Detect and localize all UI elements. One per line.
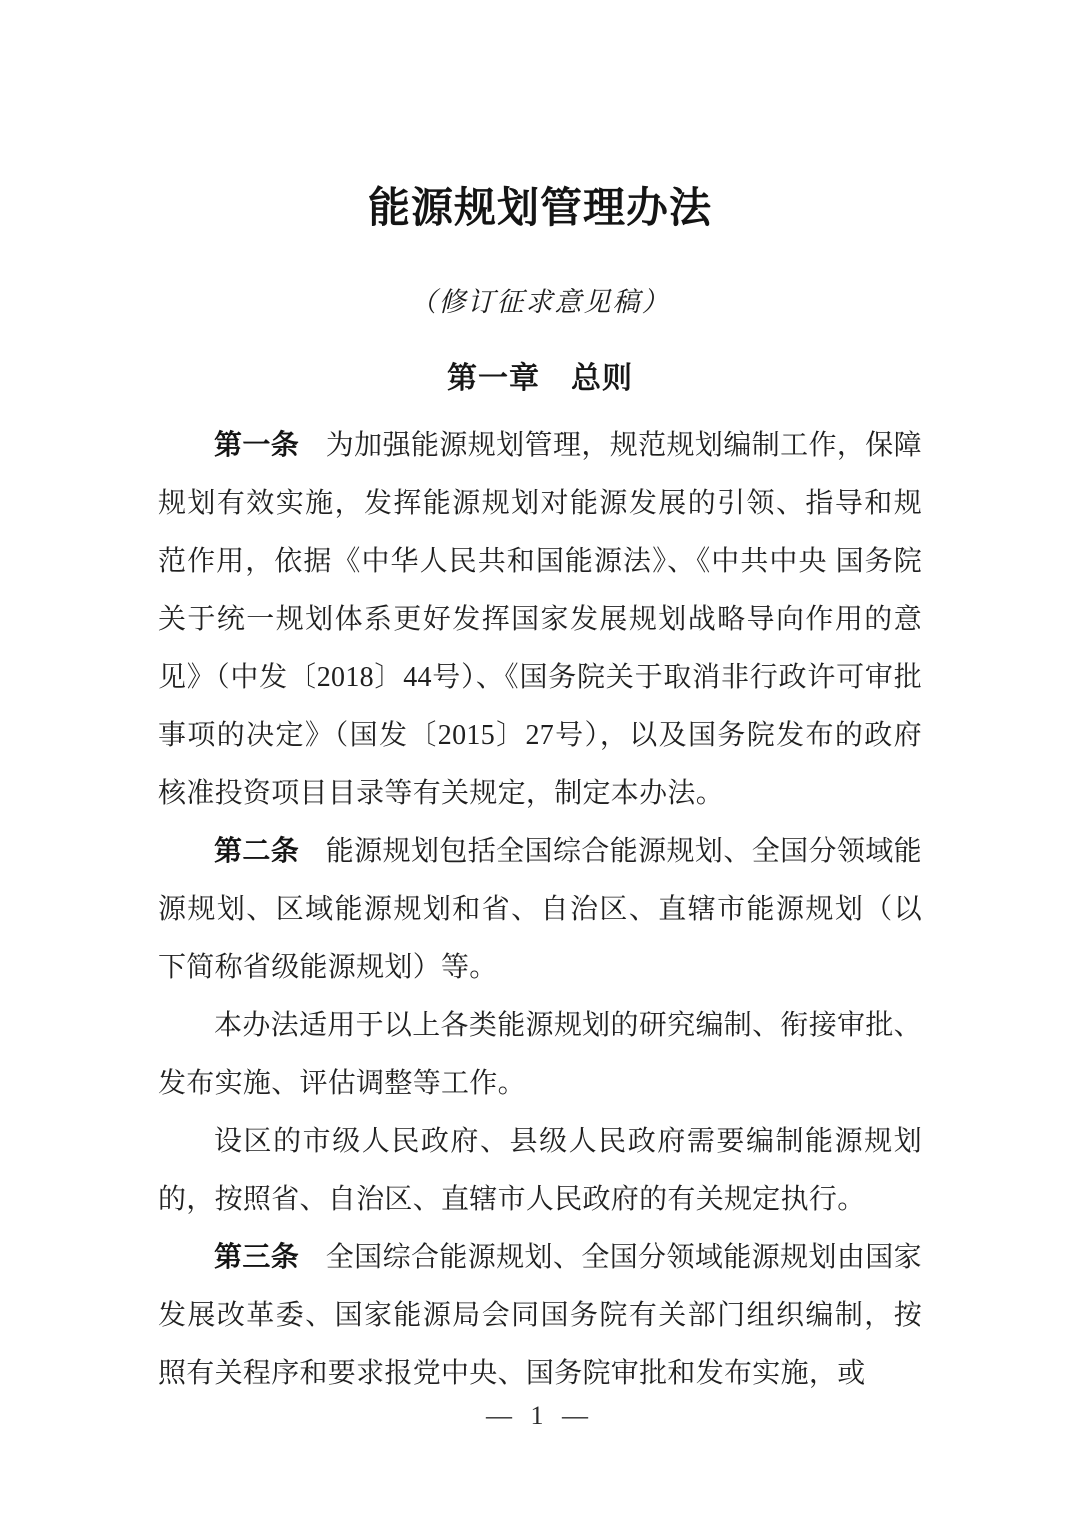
document-title: 能源规划管理办法 [367, 186, 712, 232]
page-number: — 1 — [486, 1401, 594, 1430]
document-body [158, 417, 922, 1403]
document-subtitle: （修订征求意见稿） [409, 287, 671, 318]
paragraph-local-govt [158, 1113, 922, 1229]
paragraph-article-3 [158, 1229, 922, 1403]
article-3-text: 全国综合能源规划、全国分领域能源规划由国家发展改革委、国家能源局会同国务院有关部门组织编制，按照有关程序和要求报党中央、国务院审批和发布实施，或 [158, 1242, 922, 1390]
paragraph-local-govt-text: 设区的市级人民政府、县级人民政府需要编制能源规划的，按照省、自治区、直辖市人民政府的有关规定执行。 [158, 1126, 922, 1216]
paragraph-scope [158, 997, 922, 1113]
article-2-label: 第二条 [214, 836, 300, 868]
article-1-text: 为加强能源规划管理，规范规划编制工作，保障规划有效实施，发挥能源规划对能源发展的引领、指导和规范作用，依据《中华人民共和国能源法》、《中共中央 国务院关于统一规划体系更好发挥国家发展规划战略导向作用的意见》（中发〔2018〕44号）、《国务院关于取消非行政许可审批事项的决定》（国发〔2015〕27号），以及国务院发布的政府核准投资项目目录等有关规定，制定本办法。 [158, 430, 922, 810]
paragraph-article-1 [158, 417, 922, 823]
paragraph-scope-text: 本办法适用于以上各类能源规划的研究编制、衔接审批、发布实施、评估调整等工作。 [158, 1010, 922, 1100]
paragraph-article-2 [158, 823, 922, 997]
article-3-label: 第三条 [214, 1242, 300, 1274]
chapter-heading: 第一章 总则 [447, 362, 633, 396]
article-1-label: 第一条 [214, 430, 300, 462]
article-2-text: 能源规划包括全国综合能源规划、全国分领域能源规划、区域能源规划和省、自治区、直辖市能源规划（以下简称省级能源规划）等。 [158, 836, 922, 984]
